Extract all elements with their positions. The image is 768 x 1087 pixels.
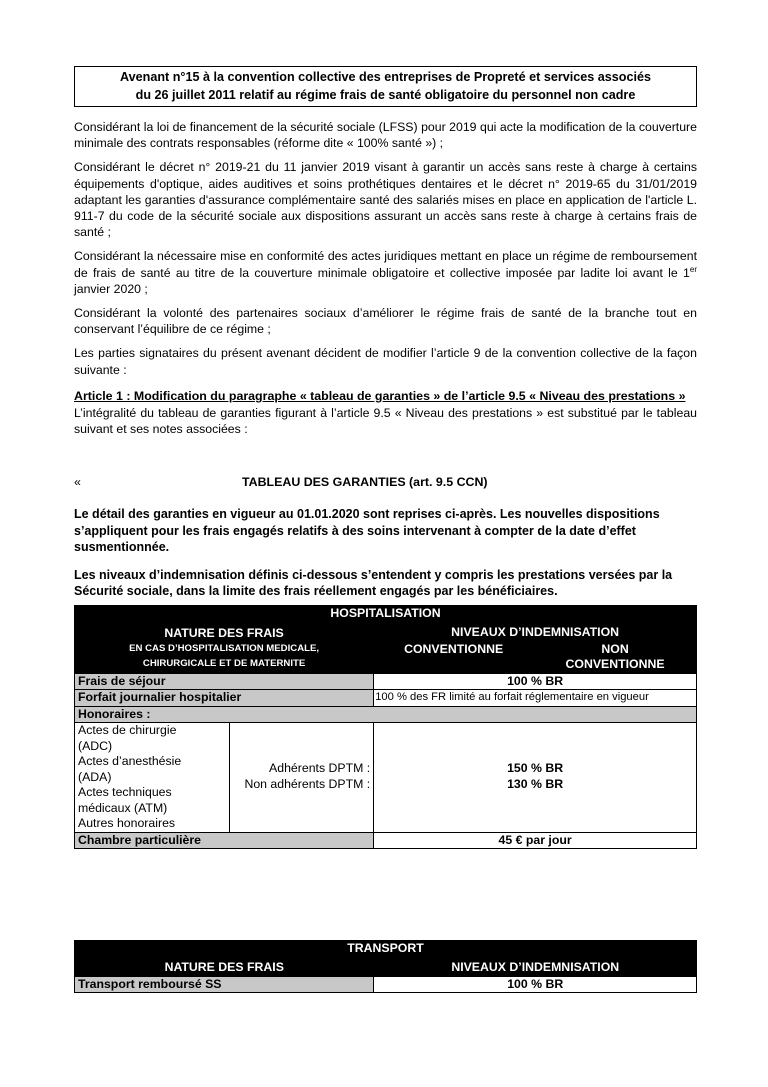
transport-rembourse-value: 100 % BR bbox=[374, 976, 697, 993]
hospitalisation-title: HOSPITALISATION bbox=[75, 605, 697, 624]
paragraph-integralite: L’intégralité du tableau de garanties figurant à l’article 9.5 « Niveau des prestations » est substitué par le tableau suivant et ses notes associées : bbox=[74, 405, 697, 437]
paragraph-detail-garanties: Le détail des garanties en vigueur au 01.01.2020 sont reprises ci-après. Les nouvelles dispositions s’appliquent pour les frais engagés relatifs à des soins intervenant à compter de la date d’effet susmentionnée. bbox=[74, 507, 660, 555]
transport-niveaux-header: NIVEAUX D’INDEMNISATION bbox=[374, 960, 697, 977]
paragraph-conformite-text: Considérant la nécessaire mise en conformité des actes juridiques mettant en place un régime de remboursement de frais de santé au titre de la couverture minimale obligatoire et collective imposée par ladite loi avant le 1 bbox=[74, 249, 697, 280]
document-title-box bbox=[74, 66, 697, 107]
actes-line: Actes de chirurgie bbox=[78, 723, 177, 738]
nature-frais-sub2: CHIRURGICALE ET DE MATERNITE bbox=[142, 657, 306, 669]
tableau-heading bbox=[74, 474, 697, 490]
opening-quote: « bbox=[74, 475, 81, 490]
nature-frais-header bbox=[75, 624, 374, 673]
actes-line: Actes d’anesthésie bbox=[78, 754, 182, 769]
chambre-particuliere-label: Chambre particulière bbox=[75, 832, 374, 849]
non-conventionne-line1: NON bbox=[601, 641, 629, 656]
hospitalisation-table bbox=[74, 605, 697, 850]
dptm-labels bbox=[229, 723, 374, 833]
non-conventionne-line2: CONVENTIONNE bbox=[565, 657, 665, 672]
forfait-journalier-label: Forfait journalier hospitalier bbox=[75, 690, 374, 707]
actes-line: Autres honoraires bbox=[78, 816, 176, 831]
title-line-1: Avenant n°15 à la convention collective des entreprises de Propreté et services associés bbox=[120, 70, 651, 84]
nature-frais-label: NATURE DES FRAIS bbox=[164, 625, 284, 640]
chambre-particuliere-value: 45 € par jour bbox=[374, 832, 697, 849]
paragraph-volonte: Considérant la volonté des partenaires sociaux d’améliorer le régime frais de santé de la branche tout en conservant l’équilibre de ce régime ; bbox=[74, 306, 697, 337]
forfait-journalier-value: 100 % des FR limité au forfait réglementaire en vigueur bbox=[374, 690, 697, 707]
tableau-title: TABLEAU DES GARANTIES (art. 9.5 CCN) bbox=[242, 475, 488, 490]
adherents-dptm-label: Adhérents DPTM : bbox=[269, 761, 371, 776]
transport-rembourse-label: Transport remboursé SS bbox=[75, 976, 374, 993]
transport-title: TRANSPORT bbox=[75, 941, 697, 960]
transport-nature-header: NATURE DES FRAIS bbox=[75, 960, 374, 977]
conventionne-header: CONVENTIONNE bbox=[374, 641, 534, 673]
non-adherents-dptm-label: Non adhérents DPTM : bbox=[244, 776, 371, 791]
frais-sejour-value: 100 % BR bbox=[374, 673, 697, 690]
dptm-values bbox=[374, 723, 697, 833]
transport-table bbox=[74, 940, 697, 993]
nature-frais-sub1: EN CAS D’HOSPITALISATION MEDICALE, bbox=[129, 642, 320, 654]
document-page bbox=[74, 66, 697, 849]
honoraires-label: Honoraires : bbox=[75, 706, 697, 723]
paragraph-decret: Considérant le décret n° 2019-21 du 11 janvier 2019 visant à garantir un accès sans reste à charge à certains équipements d'optique, aides auditives et soins prothétiques dentaires et le décret n° 2019-65 du 31/01/2019 adaptant les garanties d'assurance complémentaire santé des salariés mises en place en application de l'article L. 911-7 du code de la sécurité sociale aux dispositions assurant un accès sans reste à charge à certains frais de santé ; bbox=[74, 160, 697, 240]
superscript-er: er bbox=[689, 264, 697, 274]
paragraph-conformite-end: janvier 2020 ; bbox=[74, 281, 148, 296]
niveaux-indemnisation-header: NIVEAUX D’INDEMNISATION bbox=[374, 624, 697, 641]
paragraph-conformite bbox=[74, 248, 697, 297]
actes-line: (ADA) bbox=[78, 769, 112, 784]
paragraph-niveaux-indemnisation: Les niveaux d’indemnisation définis ci-dessous s’entendent y compris les prestations versées par la Sécurité sociale, dans la limite des frais réellement engagés par les bénéficiaires. bbox=[74, 567, 673, 599]
paragraph-lfss: Considérant la loi de financement de la sécurité sociale (LFSS) pour 2019 qui acte la modification de la couverture minimale des contrats responsables (réforme dite « 100% santé ») ; bbox=[74, 120, 697, 151]
actes-line: médicaux (ATM) bbox=[78, 800, 168, 815]
title-line-2: du 26 juillet 2011 relatif au régime frais de santé obligatoire du personnel non cadre bbox=[135, 88, 636, 102]
non-adherents-dptm-value: 130 % BR bbox=[507, 776, 564, 791]
article-1-heading: Article 1 : Modification du paragraphe « tableau de garanties » de l’article 9.5 « Niveau des prestations » bbox=[74, 388, 686, 403]
transport-section bbox=[74, 940, 697, 993]
actes-line: (ADC) bbox=[78, 738, 113, 753]
frais-sejour-label: Frais de séjour bbox=[75, 673, 374, 690]
paragraph-parties: Les parties signataires du présent avenant décident de modifier l’article 9 de la convention collective de la façon suivante : bbox=[74, 346, 697, 377]
actes-line: Actes techniques bbox=[78, 785, 172, 800]
adherents-dptm-value: 150 % BR bbox=[507, 761, 564, 776]
actes-list bbox=[75, 723, 230, 833]
non-conventionne-header bbox=[534, 641, 697, 673]
